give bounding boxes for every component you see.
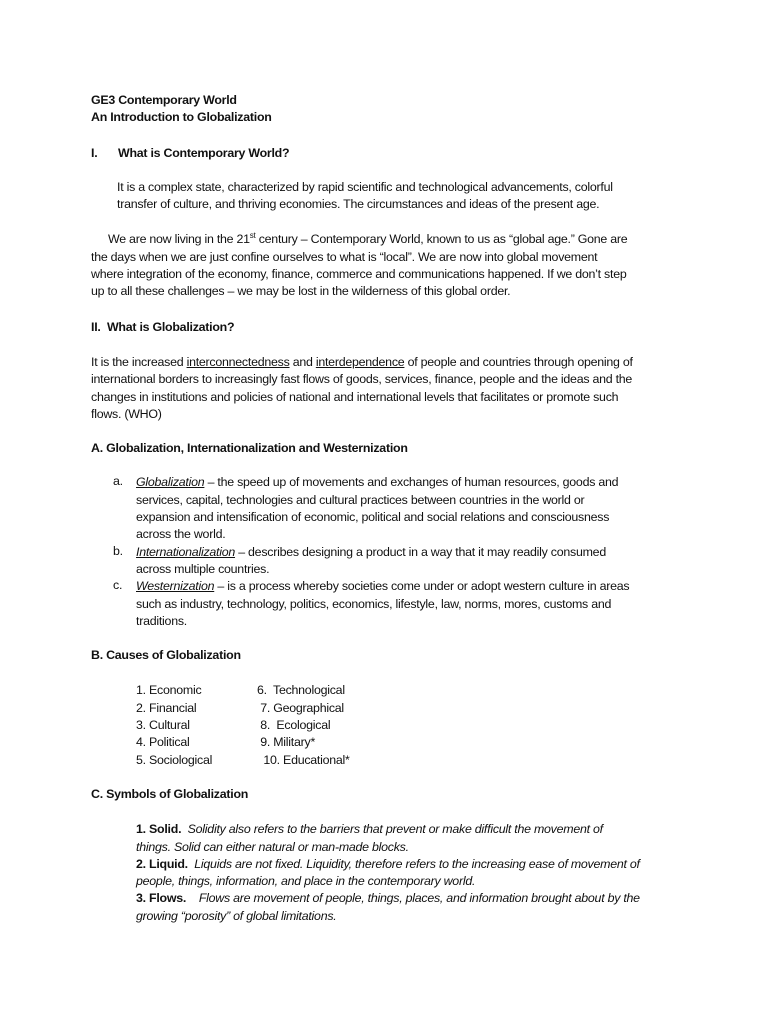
causes-row [136,752,691,769]
definition-line: flows. (WHO) [91,406,162,421]
symbol-line [136,873,691,890]
symbol-text: things. Solid can either natural or man-made blocks. [136,839,409,854]
list-item-westernization [91,578,691,630]
paragraph-line: the days when we are just confine ourselves to what is “local”. We are now into global movement [91,249,598,264]
symbol-text: Liquids are not fixed. Liquidity, therefore refers to the increasing ease of movement of [187,856,640,871]
symbol-text: people, things, information, and place in the contemporary world. [136,874,476,889]
symbol-text: growing “porosity” of global limitations. [136,908,337,923]
list-line [136,544,691,561]
paragraph-line [91,231,691,248]
list-text: – describes designing a product in a way that it may readily consumed [235,544,606,559]
symbol-line [136,856,691,873]
symbol-label-flows: 3. Flows. [136,891,187,906]
symbols-list [136,821,691,925]
term-interconnectedness: interconnectedness [186,354,290,369]
list-line [136,578,691,595]
cause-item: 2. Financial [136,700,197,715]
list-marker: b. [113,543,123,558]
definition-line [91,354,691,371]
cause-item: 5. Sociological [136,752,213,767]
symbol-line [136,908,691,925]
list-line: such as industry, technology, politics, economics, lifestyle, law, norms, mores, customs and [136,596,612,611]
contemporary-world-definition [117,179,691,214]
causes-row [136,700,691,717]
paragraph-text: century – Contemporary World, known to us as “global age.” Gone are [255,232,628,247]
cause-item: 7. Geographical [257,700,344,715]
definition-line: It is a complex state, characterized by rapid scientific and technological advancements, colorful [117,179,613,194]
causes-row [136,682,691,699]
cause-item: 3. Cultural [136,718,190,733]
section-2-heading [91,319,691,336]
cause-item: 10. Educational* [257,752,350,767]
list-marker: a. [113,474,123,489]
term-interdependence: interdependence [315,354,405,369]
section-2-title: What is Globalization? [106,319,235,334]
list-item-globalization [91,474,691,543]
symbol-line [136,839,691,856]
paragraph-text: We are now living in the 21 [108,232,250,247]
symbol-text: Solidity also refers to the barriers that prevent or make difficult the movement of [181,822,603,837]
definition-line: changes in institutions and policies of national and international levels that facilitates or promote such [91,389,619,404]
list-line: expansion and intensification of economic, political and social relations and consciousness [136,510,610,525]
course-title: GE3 Contemporary World [91,93,237,107]
section-a-heading: A. Globalization, Internationalization and Westernization [91,441,408,456]
list-text: – the speed up of movements and exchanges of human resources, goods and [204,475,619,490]
term-globalization: Globalization [136,475,205,490]
globalization-definition [91,354,691,423]
term-internationalization: Internationalization [136,544,236,559]
list-line [136,474,691,491]
causes-row [136,717,691,734]
document-page [91,92,691,925]
list-line: across the world. [136,527,226,542]
cause-item: 8. Ecological [257,718,331,733]
definition-text: It is the increased [91,354,187,369]
section-b-heading: B. Causes of Globalization [91,648,241,663]
paragraph-line: where integration of the economy, finance, commerce and communications happened. If we don’t step [91,267,627,282]
causes-list [136,682,691,768]
list-text: – is a process whereby societies come under or adopt western culture in areas [214,579,630,594]
section-1-heading [91,145,691,162]
list-line: across multiple countries. [136,561,270,576]
definitions-list [91,474,691,630]
definition-text: and [289,354,316,369]
list-marker: c. [113,578,123,593]
symbol-line [136,821,691,838]
causes-row [136,734,691,751]
section-1-title: What is Contemporary World? [118,145,290,160]
symbol-line [136,890,691,907]
symbol-label-solid: 1. Solid. [136,822,182,837]
global-age-paragraph [91,231,691,300]
superscript-st: st [249,231,256,241]
cause-item: 1. Economic [136,683,202,698]
list-line: services, capital, technologies and cultural practices between countries in the world or [136,492,585,507]
list-item-internationalization [91,544,691,579]
section-2-number: II. [91,319,101,334]
document-subtitle: An Introduction to Globalization [91,110,272,125]
term-westernization: Westernization [136,579,215,594]
definition-line: international borders to increasingly fast flows of goods, services, finance, people and the ideas and the [91,372,633,387]
list-line: traditions. [136,613,187,628]
symbol-label-liquid: 2. Liquid. [136,856,188,871]
cause-item: 4. Political [136,735,190,750]
definition-text: of people and countries through opening of [404,354,633,369]
section-c-heading: C. Symbols of Globalization [91,786,249,801]
definition-line: transfer of culture, and thriving economies. The circumstances and ideas of the present age. [117,197,600,212]
paragraph-line: up to all these challenges – we may be lost in the wilderness of this global order. [91,284,511,299]
cause-item: 9. Military* [257,735,316,750]
symbol-text: Flows are movement of people, things, places, and information brought about by the [186,891,640,906]
section-1-number: I. [91,145,98,160]
cause-item: 6. Technological [257,683,345,698]
